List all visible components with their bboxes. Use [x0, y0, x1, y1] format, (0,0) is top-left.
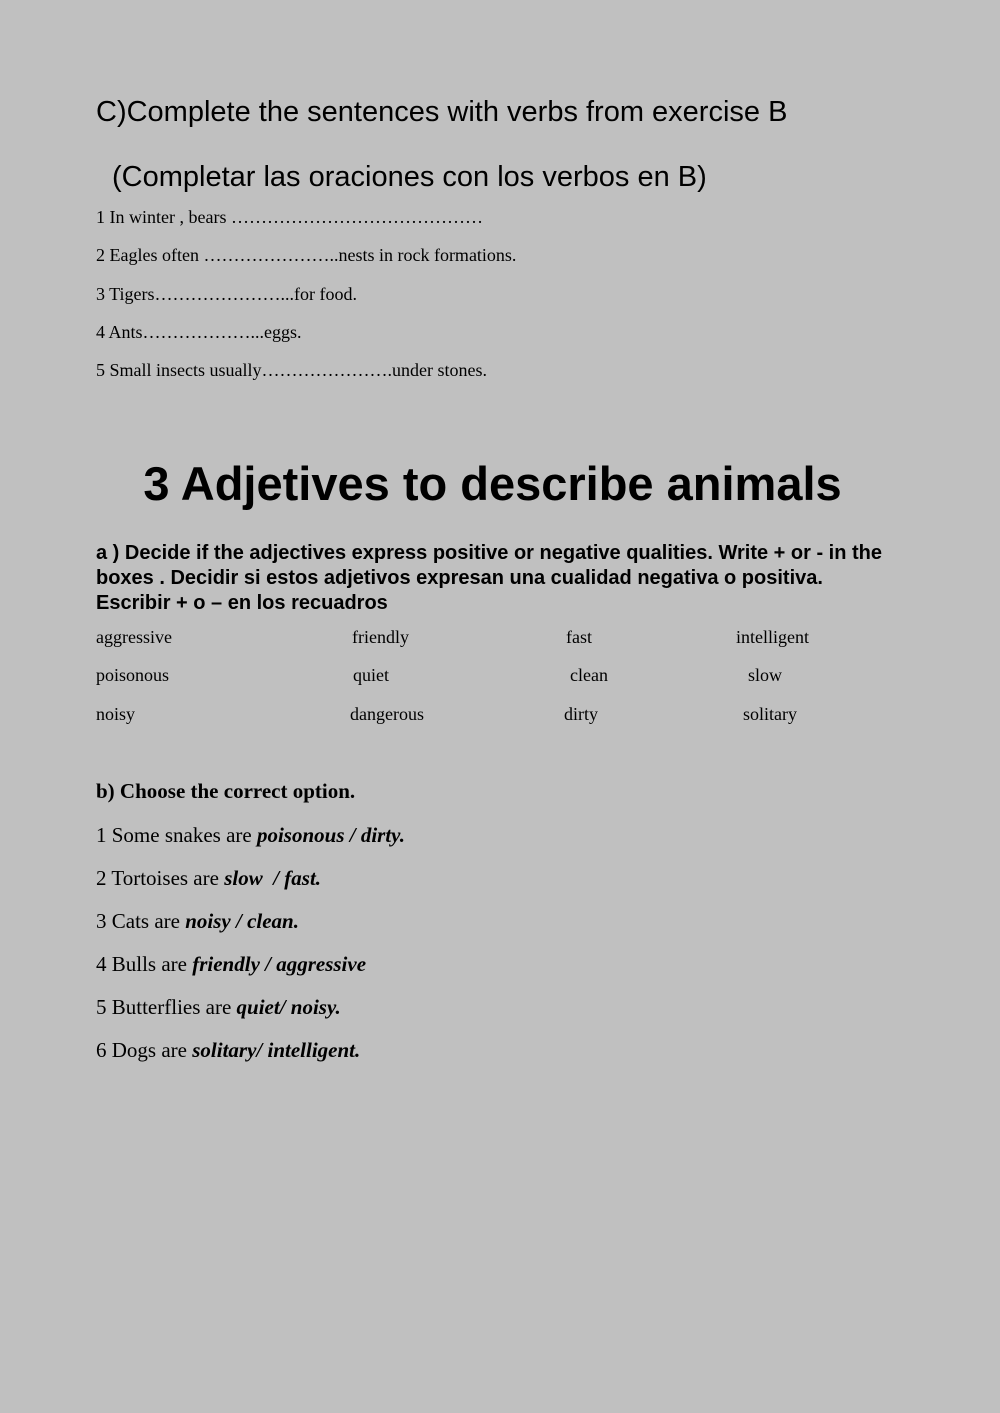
adjective-solitary: solitary [743, 704, 797, 724]
exercise-c-sentence-4: 4 Ants………………...eggs. [96, 322, 302, 342]
section-title: 3 Adjetives to describe animals [143, 457, 842, 510]
item-stem: 6 Dogs are [96, 1038, 193, 1062]
adjective-dirty: dirty [564, 704, 598, 724]
adjective-fast: fast [566, 627, 592, 647]
adjective-poisonous: poisonous [96, 665, 170, 685]
adjective-quiet: quiet [353, 665, 389, 685]
exercise-c-sentence-5: 5 Small insects usually………………….under stones. [96, 360, 487, 380]
adjective-dangerous: dangerous [350, 704, 424, 724]
exercise-c-sentence-1: 1 In winter , bears …………………………………… [96, 207, 483, 227]
item-options: slow / fast. [224, 866, 322, 890]
exercise-b-item-6 [96, 1038, 360, 1063]
adjective-clean: clean [570, 665, 608, 685]
exercise-b-item-2 [96, 866, 321, 891]
exercise-b-item-5 [96, 995, 341, 1020]
item-options: poisonous / dirty. [256, 823, 405, 847]
adjective-slow: slow [748, 665, 783, 685]
item-stem: 4 Bulls are [96, 952, 193, 976]
item-options: solitary/ intelligent. [192, 1038, 361, 1062]
exercise-b-instruction: b) Choose the correct option. [96, 779, 356, 803]
adjective-intelligent: intelligent [736, 627, 809, 647]
item-options: friendly / aggressive [192, 952, 367, 976]
item-stem: 1 Some snakes are [96, 823, 257, 847]
exercise-c-title: C)Complete the sentences with verbs from exercise B [96, 96, 788, 128]
item-stem: 2 Tortoises are [96, 866, 225, 890]
item-stem: 3 Cats are [96, 909, 186, 933]
exercise-b-item-3 [96, 909, 299, 934]
adjective-aggressive: aggressive [96, 627, 172, 647]
exercise-c-sentence-3: 3 Tigers…………………...for food. [96, 284, 358, 304]
item-stem: 5 Butterflies are [96, 995, 237, 1019]
exercise-c-sentence-2: 2 Eagles often …………………..nests in rock formations. [96, 245, 517, 265]
adjective-noisy: noisy [96, 704, 136, 724]
item-options: quiet/ noisy. [236, 995, 341, 1019]
exercise-b-item-4 [96, 952, 366, 977]
exercise-c-subtitle: (Completar las oraciones con los verbos en B) [112, 161, 707, 193]
exercise-b-item-1 [96, 823, 405, 848]
exercise-a-instruction: a ) Decide if the adjectives express positive or negative qualities. Write + or - in the boxes . Decidir si estos adjetivos expresan una cualidad negativa o positiva. Escribir + o – en los recuadros [96, 542, 882, 614]
item-options: noisy / clean. [185, 909, 299, 933]
adjective-friendly: friendly [352, 627, 409, 647]
